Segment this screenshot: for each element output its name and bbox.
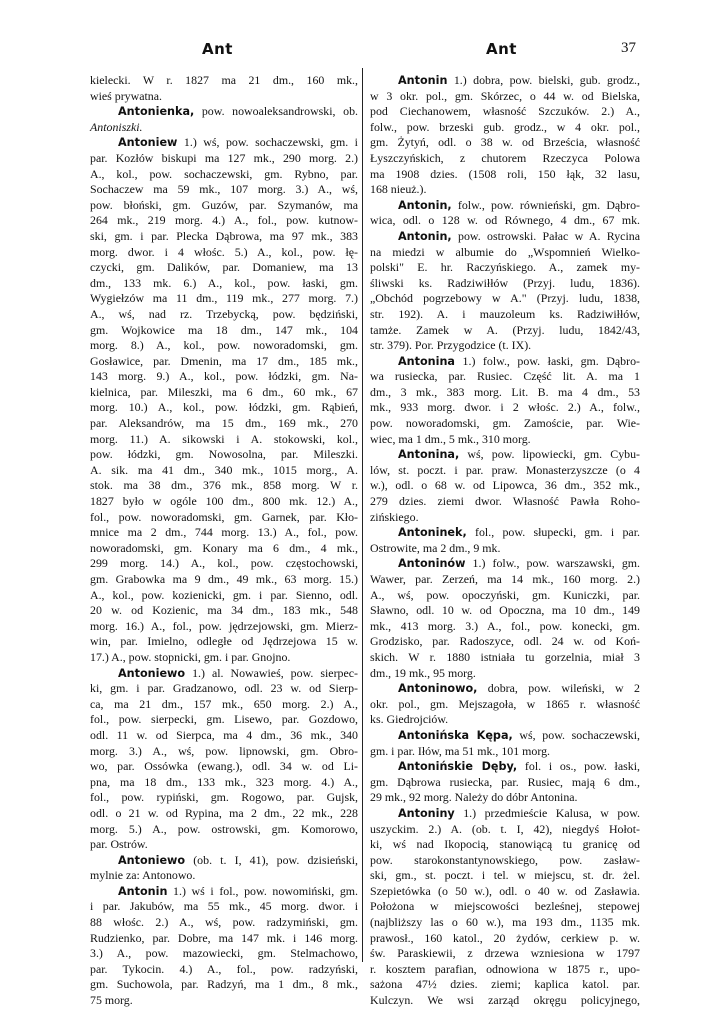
text-line	[370, 73, 640, 89]
line-text: 1.) przedmieście Kalusa, w pow.	[454, 805, 640, 820]
line-text: 143 morg. 9.) A., kol., pow. łódzki, gm. Na-	[90, 369, 358, 384]
line-text: odl. 11 w. od Sierpca, ma 4 dm., 36 mk., 340	[90, 727, 358, 742]
text-line	[370, 728, 640, 744]
text-line	[370, 634, 640, 650]
line-text: pow. starokonstantynowskiego, pow. zasław-	[370, 852, 640, 867]
text-line	[370, 213, 640, 229]
text-line	[370, 977, 640, 993]
text-line	[90, 463, 358, 479]
line-text: wś, pow. sochaczewski,	[512, 727, 641, 742]
text-line	[90, 291, 358, 307]
text-line	[90, 681, 358, 697]
line-text: „Obchód pogrzebowy w A." (Przyj. ludu, 1838,	[370, 291, 640, 306]
line-text: A., wś, pow. opoczyński, gm. Kuniczki, par.	[370, 587, 640, 602]
line-text: morg. 16.) A., fol., pow. jędrzejowski, gm. Mierz-	[90, 618, 358, 633]
line-text: Kulczyn. We wsi zarząd okręgu policyjnego,	[370, 993, 640, 1008]
line-text: fol. i os., pow. łaski,	[517, 759, 640, 774]
line-text: dm., 19 mk., 95 morg.	[370, 665, 476, 680]
entry-headword: Antonienka,	[118, 105, 195, 119]
text-line	[370, 354, 640, 370]
text-line	[370, 899, 640, 915]
entry-headword: Antonin	[398, 74, 448, 87]
line-text: par. Kozłów biskupi ma 127 mk., 290 morg. 2.)	[90, 150, 358, 165]
entry-headword: Antoniewo	[118, 666, 186, 680]
text-line	[90, 868, 358, 884]
line-text: Wygiełzów ma 11 dm., 119 mk., 277 morg. 7.)	[90, 291, 358, 306]
line-text: wieś prywatna.	[90, 88, 162, 103]
text-line	[90, 744, 358, 760]
text-line	[370, 993, 640, 1009]
entry-headword: Antonin	[118, 884, 168, 898]
entry-headword: Antoninek,	[398, 526, 467, 540]
line-text: 75 morg.	[90, 993, 133, 1008]
line-text: Sławno, odl. 10 w. od Opoczna, ma 10 dm., 149	[370, 603, 640, 618]
text-line	[370, 120, 640, 136]
text-line	[90, 634, 358, 650]
line-text: kielnica, par. Mileszki, ma 6 dm., 60 mk., 67	[90, 384, 358, 399]
line-text: par. Tykocin. 4.) A., fol., pow. radzyński,	[90, 961, 358, 976]
column-divider	[362, 68, 363, 962]
text-line	[370, 572, 640, 588]
text-line	[90, 853, 358, 869]
entry-headword: Antonin,	[398, 229, 452, 243]
line-text: morg. 8.) A., kol., pow. noworadomski, gm.	[90, 338, 358, 353]
line-text: folw., pow. równieński, gm. Dąbro-	[451, 197, 640, 212]
text-line	[370, 245, 640, 261]
line-text: wa rusiecka, par. Rusiec. Część lit. A. ma 1	[370, 369, 640, 384]
text-line	[90, 977, 358, 993]
text-line	[370, 463, 640, 479]
line-text: (ob. t. I, 41), pow. dzisieński,	[185, 852, 358, 867]
line-text: Ostrowite, ma 2 dm., 9 mk.	[370, 540, 501, 555]
text-line	[370, 822, 640, 838]
text-line	[370, 307, 640, 323]
running-head-center: Ant	[486, 40, 517, 58]
text-line	[90, 354, 358, 370]
line-text: dm., 3 mk., 383 morg. Lit. B. ma 4 dm., 53	[370, 384, 640, 399]
entry-headword: Antoninowo,	[398, 682, 478, 696]
line-text: A., wś, nad rz. Trzebycką, pow. będziński,	[90, 306, 358, 321]
line-text: ki, gm. i par. Gradzanowo, odl. 23 w. od Sierp-	[90, 681, 358, 696]
line-text: par. Aleksandrów, ma 15 dm., 169 mk., 270	[90, 416, 358, 431]
line-text: na miedzi w albumie do „Wspomnień Wielko-	[370, 244, 640, 259]
text-line	[90, 307, 358, 323]
line-text: mnice ma 2 dm., 744 morg. 13.) A., fol., pow.	[90, 525, 358, 540]
text-line	[90, 416, 358, 432]
text-line	[90, 759, 358, 775]
text-line	[90, 260, 358, 276]
line-text: 1.) al. Nowawieś, pow. sierpec-	[185, 665, 358, 680]
text-line	[90, 198, 358, 214]
line-text: morg. 11.) A. sikowski i A. stokowski, kol.,	[90, 431, 358, 446]
line-text: Grodzisko, par. Radoszyce, odl. 24 w. od Koń-	[370, 634, 640, 649]
line-text: ski, gm. i par. Plecka Dąbrowa, ma 97 mk., 383	[90, 228, 358, 243]
text-line	[370, 260, 640, 276]
line-text: A., kol., pow. sochaczewski, gm. Rybno, par.	[90, 166, 358, 181]
text-line	[90, 650, 358, 666]
text-line	[370, 291, 640, 307]
text-line	[90, 541, 358, 557]
line-text: wica, odl. o 128 w. od Równego, 4 dm., 67 mk.	[370, 213, 640, 228]
text-line	[90, 790, 358, 806]
entry-headword: Antoniewo	[118, 853, 186, 867]
entry-headword: Antonina	[398, 354, 455, 368]
line-text: noworadomski, gm. Konary ma 6 dm., 4 mk.,	[90, 540, 358, 555]
text-line	[90, 510, 358, 526]
entry-headword: Antonińska Kępa,	[398, 728, 513, 742]
text-line	[90, 276, 358, 292]
text-line	[90, 120, 358, 136]
line-text: fol., pow. słupecki, gm. i par.	[466, 525, 640, 540]
text-line	[370, 494, 640, 510]
text-line	[90, 993, 358, 1009]
text-line	[370, 182, 640, 198]
line-text: śliwski ks. Radziwiłłów (Przyj. ludu, 1836).	[370, 275, 640, 290]
text-line	[90, 619, 358, 635]
line-text: pow. błoński, gm. Guzów, par. Szymanów, ma	[90, 197, 358, 212]
line-text: ski, gm., st. poczt. i tel. w miejscu, st. dr. żel.	[370, 868, 640, 883]
text-line	[370, 198, 640, 214]
text-line	[90, 385, 358, 401]
line-text: Łyszczyńskich, z chutorem Rzeczyca Polowa	[370, 150, 640, 165]
line-text: 168 nieuż.).	[370, 182, 427, 197]
line-text: gm. Żytyń, odl. o 38 w. od Brześcia, własność	[370, 135, 640, 150]
line-text: 264 mk., 219 morg. 4.) A., fol., pow. kutnow-	[90, 213, 358, 228]
line-text: gm. Grabowka ma 9 dm., 49 mk., 63 morg. 15.)	[90, 572, 358, 586]
line-text: dm., 133 mk. 6.) A., kol., pow. łaski, gm.	[90, 275, 358, 290]
text-line	[90, 931, 358, 947]
left-column	[90, 73, 358, 1009]
text-line	[90, 338, 358, 354]
line-text: św. Paraskiewii, z drzewa wzniesiona w 1797	[370, 946, 640, 961]
line-text: win, par. Imielno, odległe od Jędrzejowa 15 w.	[90, 634, 358, 649]
text-line	[90, 946, 358, 962]
line-text: 1.) wś i fol., pow. nowomiński, gm.	[167, 883, 358, 898]
line-text: Wawer, par. Zerzeń, ma 14 mk., 160 morg. 2.)	[370, 572, 640, 586]
entry-headword: Antonin,	[398, 198, 452, 212]
line-text: uszyckim. 2.) A. (ob. t. I, 42), niegdyś Hołot-	[370, 821, 640, 836]
line-text: polski" E. hr. Raczyńskiego. A., zamek my-	[370, 260, 640, 275]
text-line	[370, 868, 640, 884]
line-text: 88 włośc. 2.) A., wś, pow. radzymiński, gm.	[90, 915, 358, 930]
line-text: 1.) folw., pow. warszawski, gm.	[465, 556, 640, 571]
line-text: stok. ma 38 dm., 376 mk., 858 morg. W r.	[90, 478, 358, 493]
line-text: pow. łódzki, gm. Nowosolna, par. Mileszki.	[90, 447, 358, 462]
text-line	[370, 884, 640, 900]
text-line	[370, 104, 640, 120]
line-text: mylnie za: Antonowo.	[90, 868, 196, 883]
text-line	[90, 899, 358, 915]
line-text: fol., pow. sierpecki, gm. Lisewo, par. Gozdowo,	[90, 712, 358, 727]
line-text: 3.) A., pow. mazowiecki, gm. Stelmachowo,	[90, 946, 358, 961]
line-text: (najbliższy las o 60 w.), ma 193 dm., 1135 mk.	[370, 915, 640, 930]
text-line	[370, 151, 640, 167]
text-line	[370, 619, 640, 635]
entry-headword: Antoniew	[118, 136, 178, 150]
text-line	[90, 728, 358, 744]
text-line	[90, 572, 358, 588]
line-text: morg. dwor. i 4 włośc. 5.) A., kol., pow. łę-	[90, 244, 358, 259]
line-text: skich. W r. 1880 istniała tu gorzelnia, miał 3	[370, 649, 640, 664]
text-line	[370, 416, 640, 432]
entry-headword: Antoninów	[398, 557, 466, 571]
text-line	[90, 666, 358, 682]
line-text: A., kol., pow. kozienicki, gm. i par. Sienno, odl.	[90, 587, 358, 602]
line-text: morg. 10.) A., kol., pow. łódzki, gm. Rąbień,	[90, 400, 358, 415]
line-text: wś, pow. lipowiecki, gm. Cybu-	[459, 447, 640, 462]
line-text: str. 192). A. i mauzoleum ks. Radziwiłłów,	[370, 306, 640, 321]
text-line	[370, 915, 640, 931]
line-text: A. sik. ma 41 dm., 340 mk., 1015 morg., A.	[90, 462, 358, 477]
text-line	[370, 167, 640, 183]
line-text: pod Ciechanowem, własność Szczuków. 2.) A.,	[370, 104, 640, 119]
text-line	[90, 884, 358, 900]
line-text: pow. noworadomski, gm. Zamoście, par. Wie-	[370, 416, 640, 431]
line-text: pow. nowoaleksandrowski, ob.	[194, 104, 358, 119]
text-line	[370, 276, 640, 292]
line-text: w.), odl. o 68 w. od Lipowca, 36 dm., 352 mk.,	[370, 478, 640, 493]
line-text: folw., pow. brzeski gub. grodz., w 4 okr. pol.,	[370, 119, 640, 134]
line-text: str. 379). Por. Przygodzice (t. IX).	[370, 338, 532, 353]
line-text: 20 w. od Kozienic, ma 34 dm., 183 mk., 548	[90, 603, 358, 618]
text-line	[90, 494, 358, 510]
line-text: Rudzienko, par. Dobre, ma 147 mk. i 146 morg.	[90, 930, 358, 945]
text-line	[90, 962, 358, 978]
text-line	[90, 447, 358, 463]
text-line	[370, 697, 640, 713]
line-text: zińskiego.	[370, 509, 419, 524]
text-line	[90, 525, 358, 541]
text-line	[90, 712, 358, 728]
text-line	[90, 588, 358, 604]
text-line	[370, 650, 640, 666]
text-line	[90, 151, 358, 167]
text-line	[370, 853, 640, 869]
text-line	[90, 135, 358, 151]
line-text: gm. Dąbrowa rusiecka, par. Rusiec, mają 6 dm.,	[370, 774, 640, 789]
text-line	[90, 182, 358, 198]
text-line	[90, 775, 358, 791]
entry-headword: Antonińskie Dęby,	[398, 760, 518, 774]
text-line	[370, 323, 640, 339]
text-line	[90, 104, 358, 120]
entry-headword: Antoniny	[398, 806, 455, 820]
text-line	[90, 89, 358, 105]
line-text: ca, ma 21 dm., 157 mk., 650 morg. 2.) A.,	[90, 696, 358, 711]
text-line	[90, 603, 358, 619]
text-line	[90, 73, 358, 89]
line-text: gm. Suchowola, par. Radzyń, ma 1 dm., 8 mk.,	[90, 977, 358, 992]
text-line	[370, 478, 640, 494]
text-line	[370, 681, 640, 697]
line-text: ki, wś nad Ikopocią, stanowiącą tu granicę od	[370, 837, 640, 852]
line-text: w 3 okr. pol., gm. Skórzec, o 44 w. od Bielska,	[370, 88, 640, 103]
text-line	[370, 962, 640, 978]
line-text: Położona w miejscowości bezleśnej, stepowej	[370, 899, 640, 914]
text-line	[370, 806, 640, 822]
line-text: 1.) wś, pow. sochaczewski, gm. i	[177, 135, 358, 150]
line-text: 279 dzies. ziemi dwor. Własność Pawła Roho-	[370, 494, 640, 509]
line-text: pna, ma 18 dm., 133 mk., 323 morg. 4.) A.,	[90, 774, 358, 789]
line-text: wo, par. Ossówka (ewang.), odl. 34 w. od Li-	[90, 759, 358, 774]
line-text: gm. i par. Iłów, ma 51 mk., 101 morg.	[370, 743, 550, 758]
running-head-left: Ant	[202, 40, 233, 58]
text-line	[90, 478, 358, 494]
line-text: 299 morg. 14.) A., kol., pow. częstochowski,	[90, 556, 358, 571]
text-line	[370, 385, 640, 401]
text-line	[370, 759, 640, 775]
line-text: 17.) A., pow. stopnicki, gm. i par. Gnojno.	[90, 649, 291, 664]
right-column	[370, 73, 640, 1009]
line-text: lów, st. poczt. i par. praw. Monasterzyszcze (o 4	[370, 462, 640, 477]
text-line	[90, 915, 358, 931]
text-line	[370, 400, 640, 416]
entry-headword: Antonina,	[398, 448, 460, 462]
line-text: 1.) dobra, pow. bielski, gub. grodz.,	[447, 73, 640, 87]
line-text: mk., 413 morg. 3.) A., fol., pow. konecki, gm.	[370, 618, 640, 633]
text-line	[370, 790, 640, 806]
text-line	[370, 744, 640, 760]
text-line	[90, 806, 358, 822]
text-line	[370, 447, 640, 463]
line-text: wiec, ma 1 dm., 5 mk., 310 morg.	[370, 431, 531, 446]
line-text: odl. o 21 w. od Rypina, ma 2 dm., 22 mk., 228	[90, 805, 358, 820]
text-line	[90, 556, 358, 572]
text-line	[90, 697, 358, 713]
text-line	[370, 603, 640, 619]
line-text: tamże. Zamek w A. (Przyj. ludu, 1842/43,	[370, 322, 640, 337]
page-number: 37	[621, 40, 636, 56]
text-line	[90, 432, 358, 448]
text-line	[370, 946, 640, 962]
text-line	[370, 338, 640, 354]
text-line	[90, 400, 358, 416]
text-line	[370, 369, 640, 385]
text-line	[90, 323, 358, 339]
line-text: 1827 było w ogóle 100 dm., 800 mk. 12.) A.,	[90, 494, 358, 509]
text-line	[370, 931, 640, 947]
line-text: okr. pol., gm. Mejszagoła, w 1865 r. własność	[370, 696, 640, 711]
line-text: Sochaczew ma 59 mk., 107 morg. 3.) A., wś,	[90, 182, 358, 197]
line-text: morg. 5.) A., pow. ostrowski, gm. Komorowo,	[90, 821, 358, 836]
text-line	[90, 822, 358, 838]
text-line	[90, 369, 358, 385]
line-text: dobra, pow. wileński, w 2	[477, 681, 640, 696]
line-text: 29 mk., 92 morg. Należy do dóbr Antonina.	[370, 790, 578, 805]
italic-text: Antoniszki.	[90, 119, 143, 134]
line-text: Szepietówka (o 50 w.), odl. o 40 w. od Zasławia.	[370, 883, 640, 898]
line-text: 1.) folw., pow. łaski, gm. Dąbro-	[454, 353, 640, 368]
text-line	[370, 666, 640, 682]
text-line	[370, 135, 640, 151]
line-text: par. Ostrów.	[90, 837, 148, 852]
text-line	[370, 837, 640, 853]
text-line	[90, 837, 358, 853]
line-text: prawosł., 160 katol., 20 żydów, cerkiew p. w.	[370, 930, 640, 945]
text-line	[370, 229, 640, 245]
text-line	[370, 588, 640, 604]
text-line	[370, 556, 640, 572]
line-text: mk., 933 morg. dwor. i 2 włośc. 2.) A., folw.,	[370, 400, 640, 415]
line-text: Gosławice, par. Dmenin, ma 17 dm., 185 mk.,	[90, 353, 358, 368]
line-text: ma 1908 dzies. (1508 roli, 150 łąk, 32 lasu,	[370, 166, 640, 181]
line-text: fol., pow. noworadomski, gm. Garnek, par. Kło-	[90, 509, 358, 524]
text-line	[370, 510, 640, 526]
text-line	[370, 525, 640, 541]
line-text: sażona 47½ dzies. ziemi; kaplica katol. par.	[370, 977, 640, 992]
line-text: pow. ostrowski. Pałac w A. Rycina	[451, 228, 640, 243]
text-line	[370, 712, 640, 728]
text-line	[90, 213, 358, 229]
line-text: fol., pow. rypiński, gm. Rogowo, par. Gujsk,	[90, 790, 358, 805]
text-line	[90, 167, 358, 183]
text-line	[90, 245, 358, 261]
line-text: r. kosztem parafian, odnowiona w 1875 r., upo-	[370, 961, 640, 976]
text-line	[90, 229, 358, 245]
text-line	[370, 432, 640, 448]
line-text: czycki, gm. Dalików, par. Domaniew, ma 13	[90, 260, 358, 275]
text-line	[370, 541, 640, 557]
line-text: morg. 3.) A., wś, pow. lipnowski, gm. Obro-	[90, 743, 358, 758]
text-line	[370, 775, 640, 791]
line-text: ks. Giedrojciów.	[370, 712, 449, 727]
line-text: gm. Wojkowice ma 18 dm., 147 mk., 104	[90, 322, 358, 337]
line-text: kielecki. W r. 1827 ma 21 dm., 160 mk.,	[90, 73, 358, 87]
line-text: i par. Jakubów, ma 55 mk., 45 morg. dwor. i	[90, 899, 358, 914]
text-line	[370, 89, 640, 105]
